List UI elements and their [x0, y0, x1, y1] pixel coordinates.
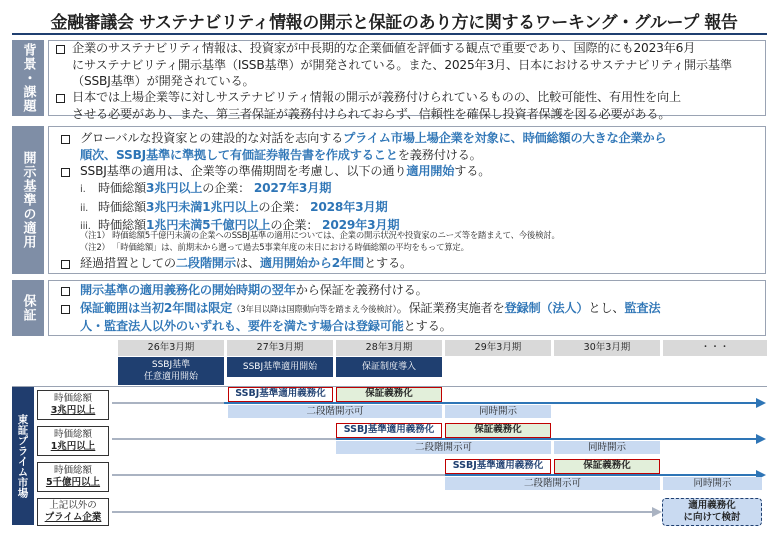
- assurance-box: 保証義務化: [445, 423, 551, 438]
- disclosure-item-i: i. 時価総額3兆円以上の企業： 2027年3月期: [80, 181, 332, 195]
- mandate-box: SSBJ基準適用義務化: [336, 423, 442, 438]
- arrow-gray: [112, 438, 336, 440]
- disclosure-bullet-2: SSBJ基準の適用は、企業等の準備期間を考慮し、以下の通り適用開始する。: [80, 164, 491, 178]
- disclosure-note-2: （注2） 「時価総額」は、前期末から遡って過去5事業年度の末日における時価総額の平均をもって算定。: [80, 242, 469, 252]
- mandate-box: SSBJ基準適用義務化: [445, 459, 551, 474]
- bullet-box: [56, 94, 65, 103]
- two-step-bar: 二段階開示可: [445, 477, 660, 490]
- arrow-head-icon: [652, 507, 662, 517]
- disclosure-item-list: [80, 180, 399, 236]
- assurance-box: 保証義務化: [336, 387, 442, 402]
- simultaneous-bar: 同時開示: [663, 477, 762, 490]
- disclosure-note-1: （注1） 時価総額5千億円未満の企業へのSSBJ基準の適用については、企業の開示状況や投資家のニーズ等を踏まえて、今後検討。: [80, 230, 560, 240]
- two-step-bar: 二段階開示可: [228, 405, 442, 418]
- simultaneous-bar: 同時開示: [445, 405, 551, 418]
- assurance-bullet-1: 開示基準の適用義務化の開始時期の翌年から保証を義務付ける。: [80, 283, 428, 297]
- two-step-bar: 二段階開示可: [336, 441, 551, 454]
- row-label-other-prime: 上記以外の プライム企業: [37, 498, 109, 526]
- assurance-box: 保証義務化: [554, 459, 660, 474]
- disclosure-item-ii: ii. 時価総額3兆円未満1兆円以上の企業： 2028年3月期: [80, 199, 388, 214]
- bullet-box: [61, 168, 70, 177]
- timeline-header-ellipsis: ・・・: [663, 340, 767, 356]
- arrow-gray: [112, 402, 224, 404]
- phase-voluntary-start: SSBJ基準 任意適用開始: [118, 357, 224, 385]
- row-label-3trillion: 時価総額 3兆円以上: [37, 390, 109, 420]
- disclosure-bullet-1: グローバルな投資家との建設的な対話を志向するプライム市場上場企業を対象に、時価総額の大きな企業から 順次、SSBJ基準に準拠して有価証券報告書を作成することを義務付ける。: [80, 131, 667, 162]
- disclosure-item-iii: iii. 時価総額1兆円未満5千億円以上の企業： 2029年3月期: [80, 218, 400, 232]
- phase-assurance-start: 保証制度導入: [336, 357, 442, 377]
- bullet-box: [61, 260, 70, 269]
- market-label: 東証プライム市場: [12, 387, 34, 525]
- disclosure-bullet-3: 経過措置としての二段階開示は、適用開始から2年間とする。: [80, 256, 412, 270]
- row-label-1trillion: 時価総額 1兆円以上: [37, 426, 109, 456]
- arrow-blue: [336, 438, 756, 440]
- arrow-head-icon: [756, 398, 766, 408]
- arrow-gray: [112, 511, 660, 513]
- timeline-header-fy30: 30年3月期: [554, 340, 660, 356]
- background-bullet-2: 日本では上場企業等に対しサステナビリティ情報の開示が義務付けられているものの、比較可能性、有用性を向上 させる必要があり、また、第三者保証が義務付けられておらず、信頼性を確保し投資者保護を図る必要がある。: [72, 90, 681, 121]
- arrow-blue: [224, 402, 756, 404]
- arrow-gray: [112, 474, 445, 476]
- bullet-box: [61, 135, 70, 144]
- section-label-disclosure: 開示基準の適用: [12, 126, 44, 274]
- bullet-box: [61, 305, 70, 314]
- row-label-500billion: 時価総額 5千億円以上: [37, 462, 109, 492]
- timeline-header-fy27: 27年3月期: [227, 340, 333, 356]
- mandate-box: SSBJ基準適用義務化: [228, 387, 333, 402]
- assurance-bullet-2: 保証範囲は当初2年間は限定（3年目以降は国際動向等を踏まえ今後検討）。保証業務実施者を登録制（法人）とし、監査法 人・監査法人以外のいずれも、要件を満たす場合は登録可能とする。: [80, 301, 661, 333]
- section-label-background: 背景・課題: [12, 40, 44, 116]
- timeline-header-fy29: 29年3月期: [445, 340, 551, 356]
- simultaneous-bar: 同時開示: [554, 441, 660, 454]
- arrow-head-icon: [756, 434, 766, 444]
- page-title: 金融審議会 サステナビリティ情報の開示と保証のあり方に関するワーキング・グループ 報告: [50, 13, 738, 33]
- timeline-header-fy28: 28年3月期: [336, 340, 442, 356]
- phase-mandatory-start: SSBJ基準適用開始: [227, 357, 333, 377]
- timeline-header-fy26: 26年3月期: [118, 340, 224, 356]
- section-label-assurance: 保証: [12, 280, 44, 336]
- bullet-box: [56, 45, 65, 54]
- future-consideration-box: 適用義務化 に向けて検討: [662, 498, 762, 526]
- arrow-blue: [445, 474, 756, 476]
- background-bullet-1: 企業のサステナビリティ情報は、投資家が中長期的な企業価値を評価する観点で重要であり、国際的にも2023年6月 にサステナビリティ開示基準（ISSB基準）が開発されている。また、2025年3月、日本におけるサステナビリティ開示基準 （SSBJ基準）が開発されている。: [72, 41, 732, 88]
- bullet-box: [61, 287, 70, 296]
- title-divider: [12, 33, 767, 35]
